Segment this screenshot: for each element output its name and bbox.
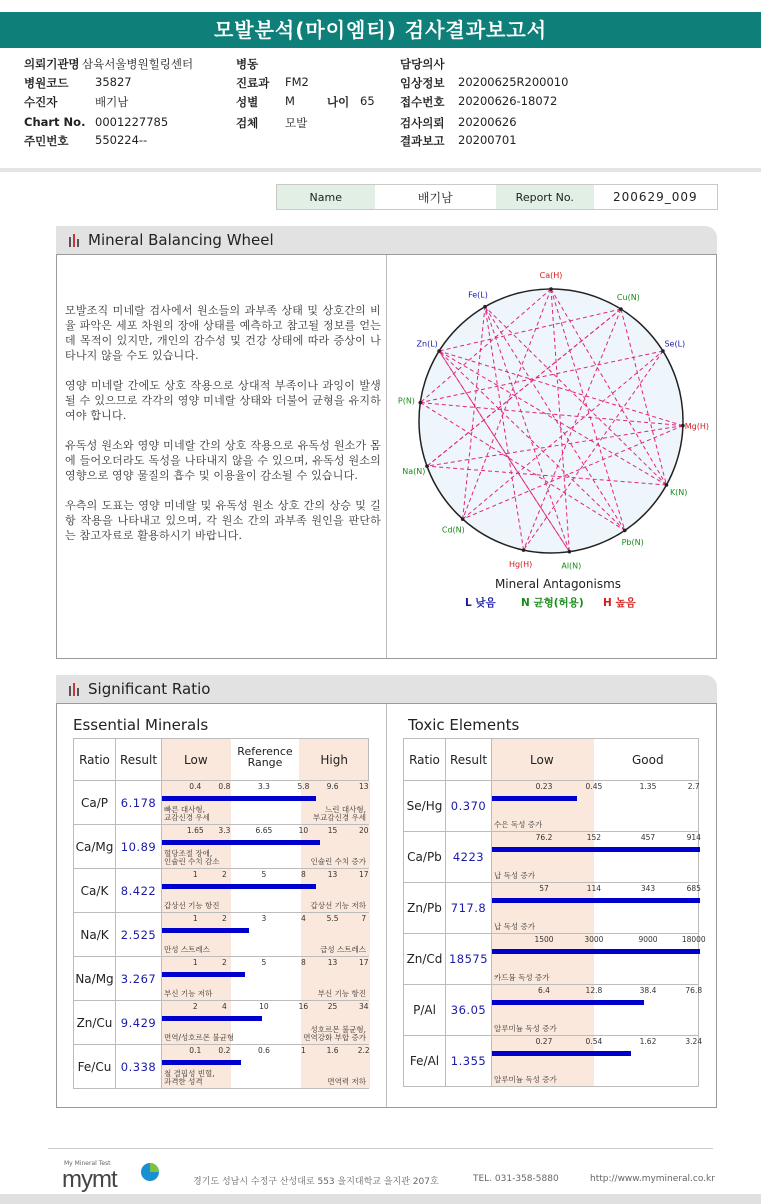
- element-label: Cd(N): [441, 525, 465, 535]
- tick-label: 10: [298, 826, 309, 835]
- idno-value: 550224--: [95, 133, 148, 147]
- wheel-section-header: [56, 226, 717, 254]
- wheel-paragraph: 모발조직 미네랄 검사에서 원소들의 과부족 상태 및 상호간의 비율 파악은 세포 차원의 장애 상태를 예측하고 참고될 정보를 얻는데 목적이 있지만, 개인의 감수성 및 건강 상태에 따라 증상이 나타나지 않을 수도 있습니다.: [65, 304, 381, 362]
- element-node: [483, 305, 487, 309]
- head-low: Low: [530, 753, 554, 767]
- ratio-result: 10.89: [116, 825, 162, 869]
- tick-label: 0.6: [257, 1046, 270, 1055]
- tick-label: 76.8: [685, 986, 703, 995]
- ratio-bar: [492, 796, 577, 801]
- specimen-key: 검체: [236, 116, 259, 130]
- high-interpretation: 부신 기능 항진: [317, 989, 366, 998]
- low-interpretation: 혈당조절 장애, 인슐린 수치 감소: [164, 849, 220, 866]
- element-label: Ca(H): [539, 271, 563, 280]
- tick-label: 10: [259, 1002, 269, 1011]
- tick-label: 15: [327, 826, 338, 835]
- tick-label: 4: [301, 914, 306, 923]
- element-node: [425, 464, 429, 468]
- head-ratio: Ratio: [74, 739, 116, 781]
- ratio-graph: [162, 913, 369, 957]
- report-title: 모발분석(마이엠티) 검사결과보고서: [0, 12, 761, 48]
- ratio-graph: [492, 883, 699, 934]
- tick-label: 2: [222, 870, 227, 879]
- tick-label: 5: [261, 958, 267, 967]
- ratio-row: [404, 985, 699, 1036]
- element-node: [661, 349, 665, 353]
- ratio-row: [74, 957, 369, 1001]
- ratio-result: 0.338: [116, 1045, 162, 1089]
- element-label: Al(N): [561, 561, 582, 571]
- ratio-bar: [162, 840, 320, 845]
- ratio-result: 3.267: [116, 957, 162, 1001]
- ratio-bar: [492, 898, 700, 903]
- ratio-section-header: [56, 675, 717, 703]
- age-value: 65: [360, 94, 375, 108]
- ratio-name: Zn/Cd: [404, 934, 446, 985]
- high-interpretation: 느린 대사형, 부교감신경 우세: [312, 805, 366, 822]
- element-node: [549, 287, 553, 291]
- ratio-bar: [162, 884, 316, 889]
- low-interpretation: 알루미늄 독성 증가: [494, 1075, 557, 1084]
- low-interpretation: 납 독성 증가: [494, 922, 535, 931]
- wheel-description: [65, 303, 381, 558]
- ratio-bar: [162, 928, 249, 933]
- element-label: Pb(N): [621, 538, 644, 548]
- reportdate-key: 결과보고: [400, 134, 445, 148]
- bar-chart-icon: [68, 233, 82, 247]
- ratio-row: [404, 781, 699, 832]
- tick-label: 4: [222, 1002, 227, 1011]
- wheel-section-title: Mineral Balancing Wheel: [88, 231, 274, 249]
- element-node: [568, 550, 572, 554]
- element-node: [665, 483, 669, 487]
- low-interpretation: 만성 스트레스: [164, 945, 210, 954]
- wheel-paragraph: 유독성 원소와 영양 미네랄 간의 상호 작용으로 유독성 원소가 몸에 들어오더라도 독성을 나타내지 않을 수 있으며, 유독성 원소의 영향으로 영양 물질의 흡수 및 이용율이 감소될 수 있습니다.: [65, 439, 381, 482]
- head-high: High: [320, 753, 348, 767]
- element-node: [437, 349, 441, 353]
- ratio-graph: [162, 869, 369, 913]
- tick-label: 8: [301, 870, 306, 879]
- element-node: [623, 529, 627, 533]
- tick-label: 76.2: [535, 833, 553, 842]
- tick-label: 3000: [584, 935, 604, 944]
- wheel-paragraph: 영양 미네랄 간에도 상호 작용으로 상대적 부족이나 과잉이 발생될 수 있으므로 각각의 영양 미네랄 상태와 더불어 균형을 유지하여야 합니다.: [65, 379, 381, 422]
- tick-label: 0.2: [218, 1046, 231, 1055]
- name-label: Name: [277, 185, 375, 209]
- ratio-name: Na/K: [74, 913, 116, 957]
- tick-label: 3.3: [257, 782, 270, 791]
- ratio-name: Fe/Al: [404, 1036, 446, 1087]
- footer-tel: TEL. 031-358-5880: [473, 1174, 559, 1184]
- tick-label: 0.8: [218, 782, 231, 791]
- element-label: Zn(L): [416, 339, 438, 349]
- low-interpretation: 빠른 대사형, 교감신경 우세: [164, 805, 210, 822]
- ratio-bar: [162, 1060, 241, 1065]
- tick-label: 685: [686, 884, 701, 893]
- tick-label: 1.6: [326, 1046, 339, 1055]
- essential-title: Essential Minerals: [73, 716, 209, 734]
- report-id-box: [276, 184, 718, 210]
- element-node: [461, 517, 465, 521]
- tick-label: 9000: [638, 935, 658, 944]
- tick-label: 34: [358, 1002, 369, 1011]
- chart-value: 0001227785: [95, 115, 169, 129]
- logo-text: mymt: [62, 1166, 117, 1193]
- ratio-name: Ca/K: [74, 869, 116, 913]
- dept-key: 진료과: [236, 76, 270, 90]
- tick-label: 18000: [681, 935, 706, 944]
- ratio-row: [74, 825, 369, 869]
- head-graph: [492, 739, 699, 781]
- element-node: [418, 401, 422, 405]
- ratio-row: [74, 913, 369, 957]
- ratio-result: 18575: [446, 934, 492, 985]
- high-interpretation: 갑상선 기능 저하: [310, 901, 366, 910]
- footer-url[interactable]: http://www.mymineral.co.kr: [590, 1174, 715, 1184]
- tick-label: 6.65: [255, 826, 273, 835]
- tick-label: 3: [261, 914, 267, 923]
- tick-label: 7: [361, 914, 367, 923]
- doctor-key: 담당의사: [400, 57, 445, 71]
- ratio-result: 4223: [446, 832, 492, 883]
- tick-label: 1: [192, 870, 198, 879]
- ratio-name: P/Al: [404, 985, 446, 1036]
- tick-label: 1500: [534, 935, 554, 944]
- patient-key: 수진자: [24, 95, 58, 109]
- element-label: Hg(H): [508, 559, 533, 569]
- ratio-result: 36.05: [446, 985, 492, 1036]
- tick-label: 13: [327, 870, 338, 879]
- low-interpretation: 알루미늄 독성 증가: [494, 1024, 557, 1033]
- wheel-paragraph: 우측의 도표는 영양 미네랄 및 유독성 원소 상호 간의 상승 및 길항 작용을 나타내고 있으며, 각 원소 간의 과부족 원인을 판단하는 참고자료로 활용하시기 바랍니다.: [65, 499, 381, 542]
- tick-label: 1.35: [639, 782, 657, 791]
- specimen-value: 모발: [285, 116, 308, 130]
- tick-label: 5.8: [297, 782, 310, 791]
- panel-divider: [386, 704, 387, 1107]
- element-label: Mg(H): [684, 422, 710, 432]
- wheel-circle: [416, 289, 686, 553]
- tick-label: 0.4: [189, 782, 202, 791]
- element-label: Fe(L): [468, 290, 488, 300]
- tick-label: 2.2: [357, 1046, 370, 1055]
- ratio-graph: [492, 934, 706, 985]
- tick-label: 1.65: [186, 826, 204, 835]
- receipt-value: 20200626-18072: [458, 94, 558, 108]
- low-interpretation: 철 결핍성 빈혈, 과격한 성격: [164, 1069, 215, 1086]
- hospcode-value: 35827: [95, 75, 132, 89]
- low-interpretation: 갑상선 기능 항진: [164, 901, 220, 910]
- ratio-name: Ca/Mg: [74, 825, 116, 869]
- element-label: Cu(N): [616, 293, 640, 303]
- bottom-strip: [0, 1194, 761, 1204]
- tick-label: 8: [301, 958, 306, 967]
- ratio-section-title: Significant Ratio: [88, 680, 211, 698]
- ratio-row: [74, 1045, 369, 1089]
- ratio-result: 2.525: [116, 913, 162, 957]
- tick-label: 25: [327, 1002, 338, 1011]
- ratio-bar: [492, 1000, 644, 1005]
- tick-label: 114: [586, 884, 602, 893]
- tick-label: 2: [222, 958, 227, 967]
- ratio-name: Ca/P: [74, 781, 116, 825]
- tick-label: 13: [358, 782, 369, 791]
- head-good: Good: [632, 753, 664, 767]
- ratio-row: [74, 781, 369, 825]
- low-interpretation: 부신 기능 저하: [164, 989, 213, 998]
- institution-value: 삼육서울병원힐링센터: [82, 57, 194, 71]
- request-key: 검사의뢰: [400, 116, 445, 130]
- receipt-key: 접수번호: [400, 95, 445, 109]
- ratio-graph: [162, 1001, 369, 1045]
- tick-label: 57: [539, 884, 549, 893]
- element-node: [522, 548, 526, 552]
- ratio-row: [404, 832, 699, 883]
- tick-label: 0.45: [585, 782, 603, 791]
- logo-mark-icon: [140, 1162, 160, 1182]
- report-no-value: 200629_009: [612, 190, 698, 204]
- element-label: Se(L): [664, 339, 686, 349]
- ratio-result: 8.422: [116, 869, 162, 913]
- tick-label: 1.62: [639, 1037, 657, 1046]
- ratio-result: 9.429: [116, 1001, 162, 1045]
- tick-label: 0.54: [585, 1037, 603, 1046]
- tick-label: 0.27: [535, 1037, 553, 1046]
- ratio-graph: [162, 1045, 369, 1089]
- ratio-graph: [492, 781, 699, 832]
- logo-tagline: My Mineral Test: [64, 1160, 111, 1167]
- ratio-result: 6.178: [116, 781, 162, 825]
- tick-label: 17: [358, 958, 369, 967]
- high-interpretation: 인슐린 수치 증가: [310, 857, 366, 866]
- ratio-bar: [492, 949, 700, 954]
- ratio-row: [74, 869, 369, 913]
- hospcode-key: 병원코드: [24, 76, 69, 90]
- mymt-logo: [62, 1160, 162, 1194]
- ratio-graph: [162, 781, 369, 825]
- legend-normal: N 균형(허용): [521, 597, 584, 609]
- tick-label: 0.1: [189, 1046, 202, 1055]
- ratio-name: Na/Mg: [74, 957, 116, 1001]
- wheel-panel: [56, 254, 717, 659]
- element-label: P(N): [397, 396, 415, 406]
- ratio-name: Zn/Cu: [74, 1001, 116, 1045]
- request-value: 20200626: [458, 115, 517, 129]
- tick-label: 6.4: [538, 986, 550, 995]
- ratio-bar: [492, 1051, 631, 1056]
- tick-label: 914: [686, 833, 701, 842]
- header-separator: [0, 168, 761, 172]
- clinical-key: 임상정보: [400, 76, 445, 90]
- tick-label: 5: [261, 870, 267, 879]
- patient-value: 배기남: [95, 95, 129, 109]
- ratio-bar: [492, 847, 700, 852]
- high-interpretation: 면역력 저하: [327, 1077, 366, 1086]
- sex-key: 성별: [236, 95, 259, 109]
- head-ratio: Ratio: [404, 739, 446, 781]
- ratio-row: [404, 883, 699, 934]
- idno-key: 주민번호: [24, 134, 69, 148]
- ratio-result: 717.8: [446, 883, 492, 934]
- legend-high: H 높음: [603, 597, 636, 609]
- tick-label: 457: [640, 833, 656, 842]
- head-reference: Reference Range: [237, 745, 293, 769]
- reportdate-value: 20200701: [458, 133, 517, 147]
- low-interpretation: 수은 독성 증가: [494, 820, 543, 829]
- sex-value: M: [285, 94, 295, 108]
- bar-chart-icon: [68, 682, 82, 696]
- ratio-row: [404, 934, 699, 985]
- institution-key: 의뢰기관명: [24, 57, 80, 71]
- antagonism-title: Mineral Antagonisms: [494, 577, 622, 591]
- ratio-result: 1.355: [446, 1036, 492, 1087]
- ratio-name: Fe/Cu: [74, 1045, 116, 1089]
- head-result: Result: [116, 739, 162, 781]
- name-value: 배기남: [417, 190, 453, 205]
- ratio-bar: [162, 796, 316, 801]
- tick-label: 152: [586, 833, 602, 842]
- ratio-graph: [492, 832, 699, 883]
- ratio-name: Se/Hg: [404, 781, 446, 832]
- ratio-graph: [492, 985, 703, 1036]
- head-low: Low: [184, 753, 208, 767]
- tick-label: 20: [358, 826, 369, 835]
- head-result: Result: [446, 739, 492, 781]
- ratio-bar: [162, 972, 245, 977]
- chart-key: Chart No.: [24, 115, 86, 129]
- tick-label: 1: [192, 958, 198, 967]
- tick-label: 1: [192, 914, 198, 923]
- tick-label: 3.24: [685, 1037, 703, 1046]
- tick-label: 343: [640, 884, 656, 893]
- tick-label: 5.5: [326, 914, 339, 923]
- tick-label: 2.7: [687, 782, 700, 791]
- tick-label: 3.3: [218, 826, 231, 835]
- low-interpretation: 면역/성호르몬 불균형: [164, 1033, 235, 1042]
- element-label: K(N): [669, 487, 688, 497]
- tick-label: 9.6: [326, 782, 339, 791]
- ward-key: 병동: [236, 57, 259, 71]
- element-node: [619, 307, 623, 311]
- dept-value: FM2: [285, 75, 309, 89]
- element-label: Na(N): [402, 466, 426, 476]
- tick-label: 2: [222, 914, 227, 923]
- tick-label: 16: [298, 1002, 309, 1011]
- report-no-label: Report No.: [496, 185, 594, 209]
- tick-label: 0.23: [535, 782, 553, 791]
- footer-address: 경기도 성남시 수정구 산성대로 553 을지대학교 을지관 207호: [193, 1177, 439, 1187]
- head-graph: [162, 739, 369, 781]
- ratio-bar: [162, 1016, 262, 1021]
- ratio-graph: [162, 825, 369, 869]
- tick-label: 38.4: [639, 986, 657, 995]
- ratio-result: 0.370: [446, 781, 492, 832]
- high-interpretation: 급성 스트레스: [320, 945, 366, 954]
- legend-low: L 낮음: [465, 597, 496, 609]
- footer-separator: [48, 1148, 713, 1149]
- panel-divider: [386, 255, 387, 658]
- ratio-row: [74, 1001, 369, 1045]
- toxic-elements-table: [403, 738, 706, 1087]
- high-interpretation: 성호르몬 불균형, 면역강화 부합 증가: [303, 1025, 366, 1042]
- tick-label: 17: [358, 870, 369, 879]
- toxic-title: Toxic Elements: [408, 716, 520, 734]
- essential-minerals-table: [73, 738, 369, 1089]
- ratio-name: Ca/Pb: [404, 832, 446, 883]
- ratio-graph: [492, 1036, 703, 1087]
- tick-label: 12.8: [585, 986, 603, 995]
- tick-label: 13: [327, 958, 338, 967]
- ratio-row: [404, 1036, 699, 1087]
- ratio-name: Zn/Pb: [404, 883, 446, 934]
- ratio-graph: [162, 957, 369, 1001]
- low-interpretation: 납 독성 증가: [494, 871, 535, 880]
- low-interpretation: 카드뮴 독성 증가: [494, 973, 550, 982]
- tick-label: 1: [301, 1046, 306, 1055]
- age-key: 나이: [327, 95, 350, 109]
- tick-label: 2: [192, 1002, 198, 1011]
- clinical-value: 20200625R200010: [458, 75, 569, 89]
